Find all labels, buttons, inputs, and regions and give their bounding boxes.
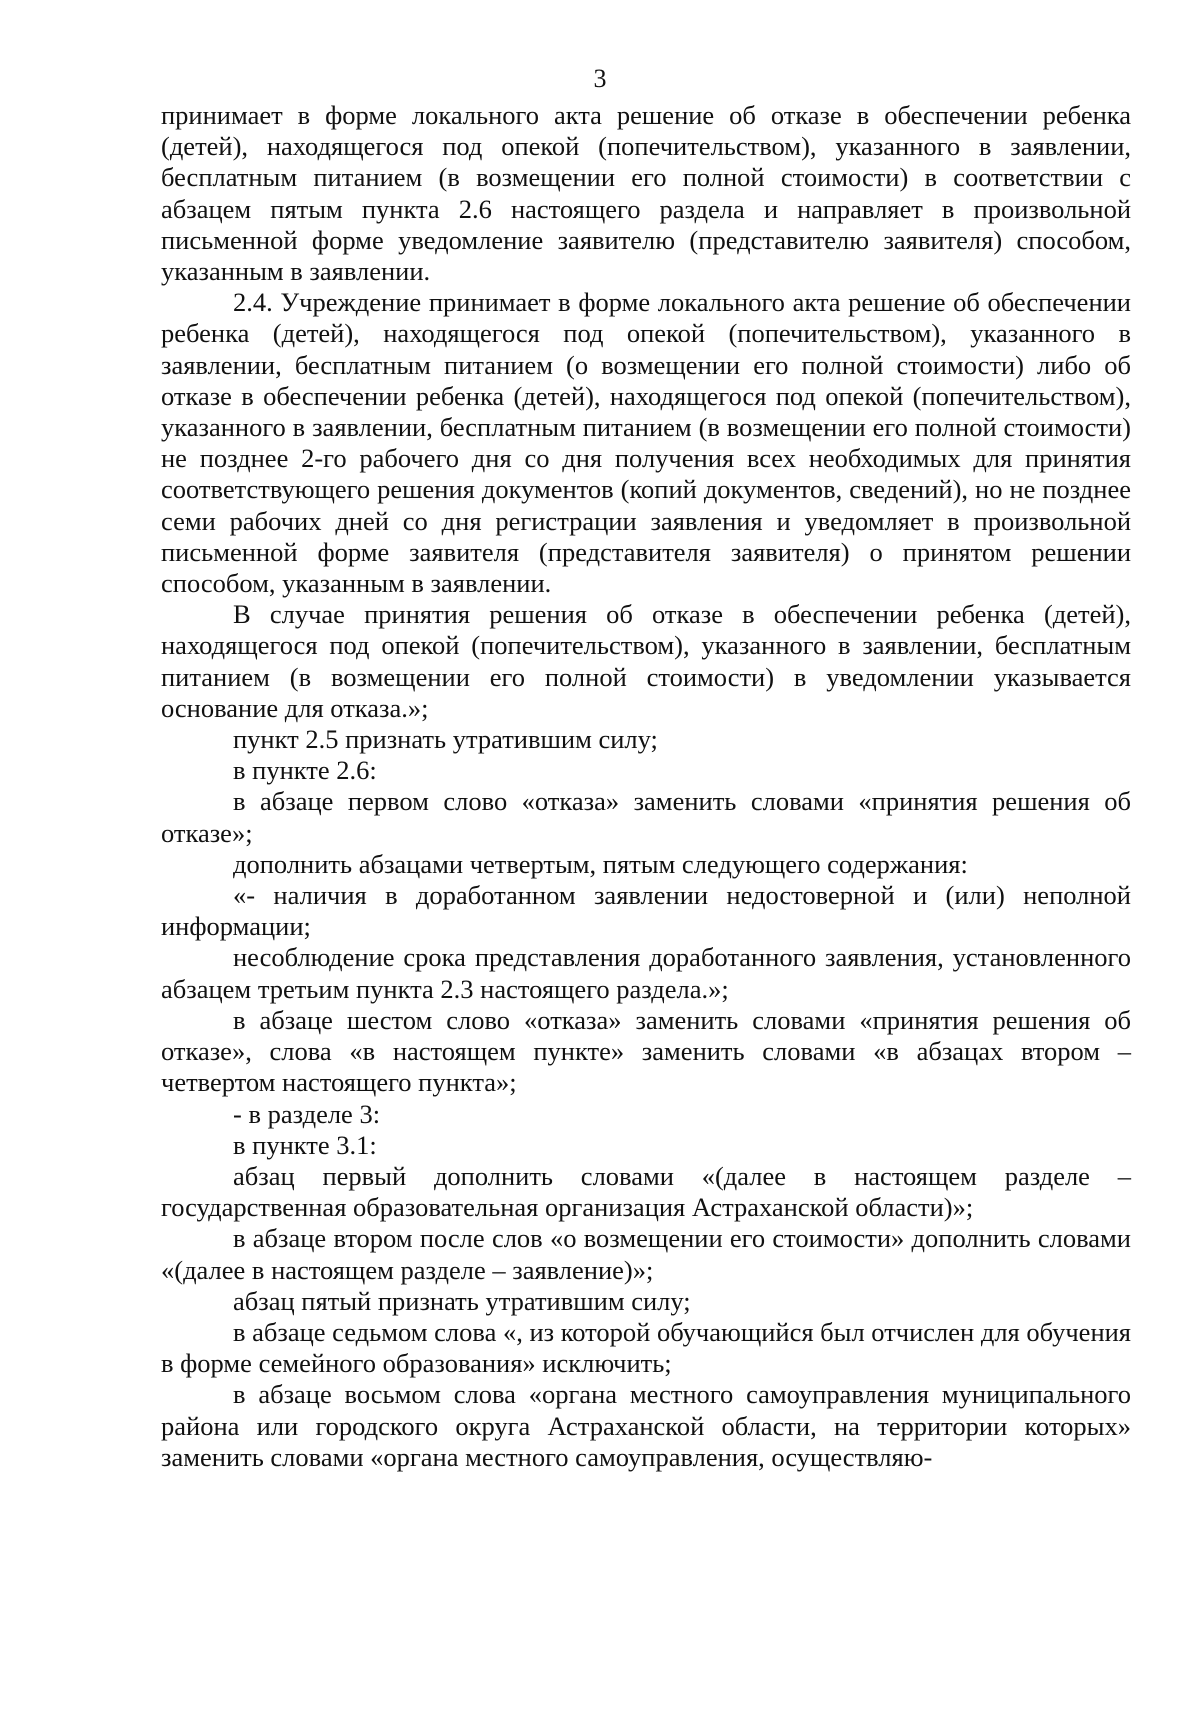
paragraph: В случае принятия решения об отказе в обеспечении ребенка (детей), находящегося под опекой (попечительством), указанного в заявлении, бесплатным питанием (в возмещении его полной стоимости) в уведомлении указывается основание для отказа.»;	[161, 599, 1131, 723]
paragraph: в абзаце втором после слов «о возмещении его стоимости» дополнить словами «(далее в настоящем разделе – заявление)»;	[161, 1223, 1131, 1285]
document-body	[161, 100, 1131, 1473]
paragraph: в абзаце восьмом слова «органа местного самоуправления муниципального района или городского округа Астраханской области, на территории которых» заменить словами «органа местного самоуправления, осуществляю-	[161, 1379, 1131, 1472]
paragraph: абзац пятый признать утратившим силу;	[233, 1285, 691, 1316]
paragraph: пункт 2.5 признать утратившим силу;	[233, 724, 658, 755]
paragraph: в пункте 2.6:	[233, 755, 377, 786]
paragraph: в абзаце шестом слово «отказа» заменить словами «принятия решения об отказе», слова «в настоящем пункте» заменить словами «в абзацах втором – четвертом настоящего пункта»;	[161, 1004, 1131, 1098]
paragraph: 2.4. Учреждение принимает в форме локального акта решение об обеспечении ребенка (детей), находящегося под опекой (попечительством), указанного в заявлении, бесплатным питанием (о возмещении его полной стоимости) либо об отказе в обеспечении ребенка (детей), находящегося под опекой (попечительством), указанного в заявлении, бесплатным питанием (в возмещении его полной стоимости) не позднее 2-го рабочего дня со дня получения всех необходимых для принятия соответствующего решения документов (копий документов, сведений), но не позднее семи рабочих дней со дня регистрации заявления и уведомляет в произвольной письменной форме заявителя (представителя заявителя) о принятом решении способом, указанным в заявлении.	[161, 287, 1131, 599]
paragraph: дополнить абзацами четвертым, пятым следующего содержания:	[233, 848, 968, 879]
paragraph: в пункте 3.1:	[233, 1129, 377, 1160]
paragraph: несоблюдение срока представления доработанного заявления, установленного абзацем третьим пункта 2.3 настоящего раздела.»;	[161, 942, 1131, 1004]
paragraph: - в разделе 3:	[233, 1098, 381, 1129]
paragraph: в абзаце первом слово «отказа» заменить словами «принятия решения об отказе»;	[161, 786, 1131, 848]
page-number: 3	[593, 64, 607, 93]
paragraph: в абзаце седьмом слова «, из которой обучающийся был отчислен для обучения в форме семейного образования» исключить;	[161, 1316, 1131, 1379]
paragraph: абзац первый дополнить словами «(далее в настоящем разделе – государственная образовательная организация Астраханской области)»;	[161, 1160, 1131, 1223]
paragraph: принимает в форме локального акта решение об отказе в обеспечении ребенка (детей), находящегося под опекой (попечительством), указанного в заявлении, бесплатным питанием (в возмещении его полной стоимости) в соответствии с абзацем пятым пункта 2.6 настоящего раздела и направляет в произвольной письменной форме уведомление заявителю (представителю заявителя) способом, указанным в заявлении.	[161, 100, 1131, 287]
paragraph: «- наличия в доработанном заявлении недостоверной и (или) неполной информации;	[161, 880, 1131, 942]
